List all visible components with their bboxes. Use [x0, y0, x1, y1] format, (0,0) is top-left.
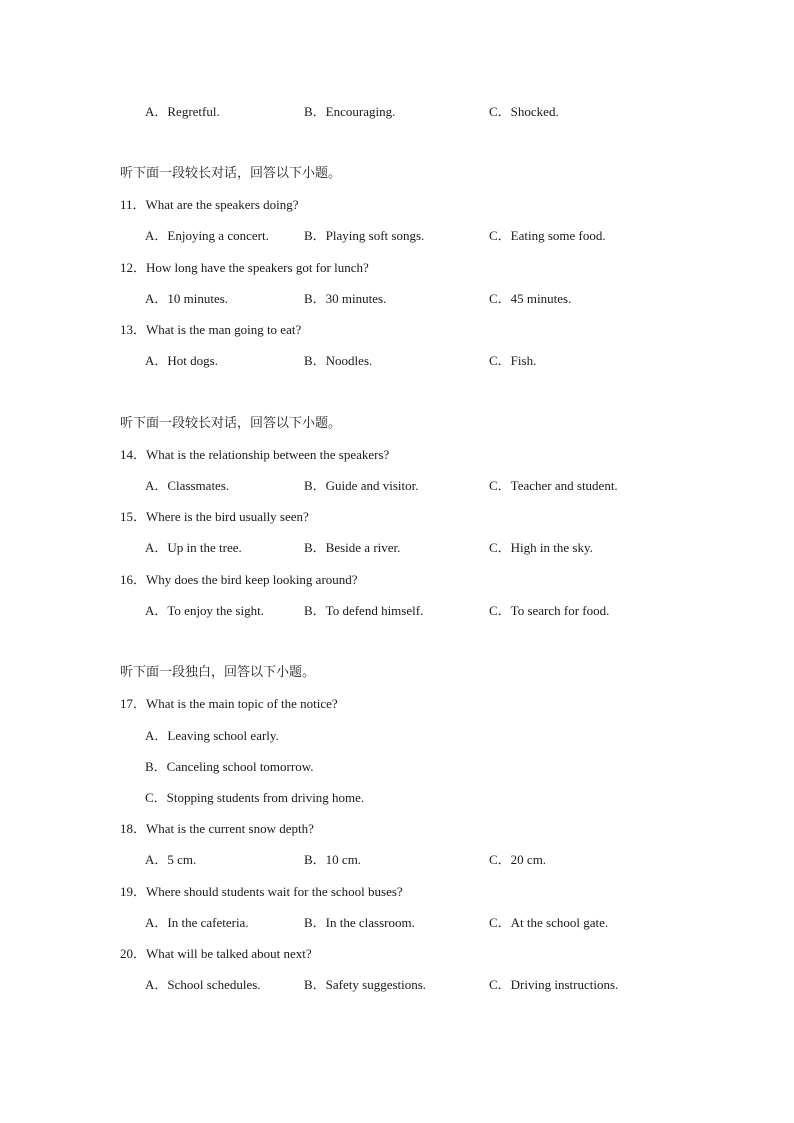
q17-option-c-row — [0, 788, 794, 808]
q10-option-c: C．Shocked. — [489, 104, 559, 119]
q13-option-b: B．Noodles. — [304, 353, 373, 368]
q19-option-a: A．In the cafeteria. — [145, 915, 249, 930]
question-text: 16．Why does the bird keep looking around? — [120, 572, 358, 587]
q11-option-b: B．Playing soft songs. — [304, 228, 425, 243]
question-17 — [0, 694, 794, 714]
q17-option-a: A．Leaving school early. — [145, 728, 279, 743]
q20-option-b: B．Safety suggestions. — [304, 977, 427, 992]
question-13 — [0, 320, 794, 340]
q11-options — [0, 226, 794, 246]
q12-options — [0, 289, 794, 309]
question-16 — [0, 570, 794, 590]
q17-option-b-row — [0, 757, 794, 777]
section-heading-text: 听下面一段较长对话，回答以下小题。 — [120, 166, 342, 181]
question-11 — [0, 195, 794, 215]
q17-option-b: B．Canceling school tomorrow. — [145, 759, 314, 774]
question-15 — [0, 507, 794, 527]
q10-option-b: B．Encouraging. — [304, 104, 396, 119]
q15-option-c: C．High in the sky. — [489, 540, 593, 555]
q12-option-a: A．10 minutes. — [145, 291, 229, 306]
section-heading-text: 听下面一段较长对话，回答以下小题。 — [120, 416, 342, 431]
section-heading-1 — [0, 164, 794, 184]
q12-option-c: C．45 minutes. — [489, 291, 572, 306]
section-heading-3 — [0, 663, 794, 683]
q16-option-c: C．To search for food. — [489, 603, 610, 618]
q10-option-a: A．Regretful. — [145, 104, 220, 119]
q14-option-c: C．Teacher and student. — [489, 478, 618, 493]
section-heading-text: 听下面一段独白，回答以下小题。 — [120, 665, 316, 680]
q15-option-b: B．Beside a river. — [304, 540, 401, 555]
question-19 — [0, 882, 794, 902]
question-text: 15．Where is the bird usually seen? — [120, 509, 309, 524]
q13-option-a: A．Hot dogs. — [145, 353, 218, 368]
q11-option-a: A．Enjoying a concert. — [145, 228, 269, 243]
q13-options — [0, 351, 794, 371]
question-18 — [0, 819, 794, 839]
q11-option-c: C．Eating some food. — [489, 228, 606, 243]
q15-option-a: A．Up in the tree. — [145, 540, 242, 555]
q18-option-b: B．10 cm. — [304, 852, 362, 867]
question-text: 18．What is the current snow depth? — [120, 821, 314, 836]
q14-option-a: A．Classmates. — [145, 478, 230, 493]
q19-option-b: B．In the classroom. — [304, 915, 415, 930]
q14-options — [0, 476, 794, 496]
q17-option-a-row — [0, 726, 794, 746]
q20-options — [0, 975, 794, 995]
q19-option-c: C．At the school gate. — [489, 915, 609, 930]
q16-option-b: B．To defend himself. — [304, 603, 424, 618]
section-heading-2 — [0, 414, 794, 434]
q18-options — [0, 850, 794, 870]
q10-options — [0, 102, 794, 122]
q16-options — [0, 601, 794, 621]
q12-option-b: B．30 minutes. — [304, 291, 387, 306]
q16-option-a: A．To enjoy the sight. — [145, 603, 264, 618]
question-text: 11．What are the speakers doing? — [120, 197, 299, 212]
q20-option-a: A．School schedules. — [145, 977, 261, 992]
question-14 — [0, 445, 794, 465]
question-20 — [0, 944, 794, 964]
q17-option-c: C．Stopping students from driving home. — [145, 790, 365, 805]
question-text: 17．What is the main topic of the notice? — [120, 696, 338, 711]
question-text: 14．What is the relationship between the speakers? — [120, 447, 390, 462]
q18-option-a: A．5 cm. — [145, 852, 197, 867]
q20-option-c: C．Driving instructions. — [489, 977, 619, 992]
question-text: 20．What will be talked about next? — [120, 946, 312, 961]
question-12 — [0, 258, 794, 278]
q19-options — [0, 913, 794, 933]
q13-option-c: C．Fish. — [489, 353, 537, 368]
question-text: 19．Where should students wait for the school buses? — [120, 884, 403, 899]
question-text: 13．What is the man going to eat? — [120, 322, 302, 337]
q18-option-c: C．20 cm. — [489, 852, 547, 867]
question-text: 12．How long have the speakers got for lunch? — [120, 260, 369, 275]
q14-option-b: B．Guide and visitor. — [304, 478, 419, 493]
q15-options — [0, 538, 794, 558]
